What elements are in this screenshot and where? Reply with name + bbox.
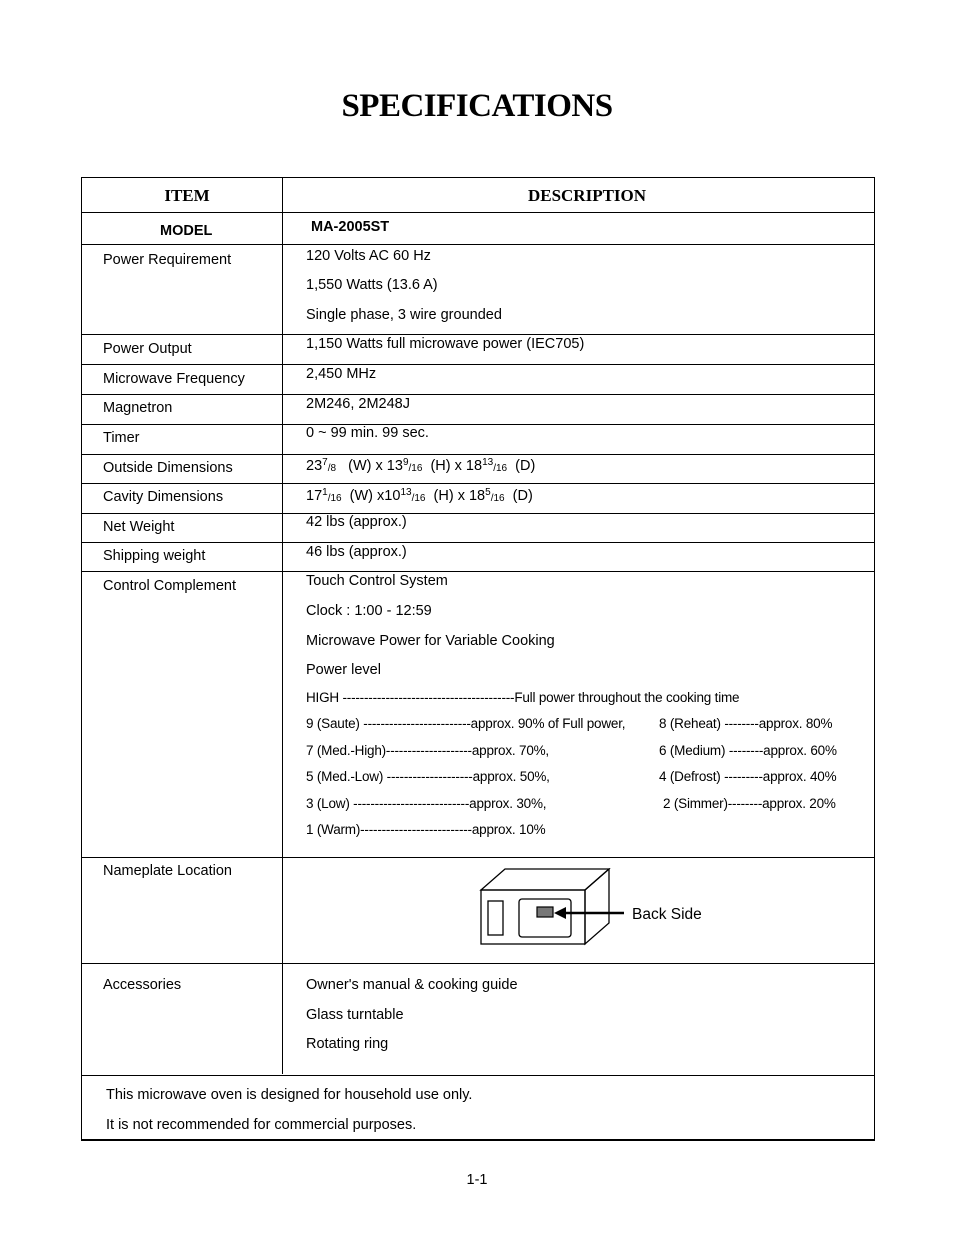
page-title: SPECIFICATIONS bbox=[341, 88, 613, 124]
cavity-dimensions-value: $17^1_{/16}$ (W) $x10^{13}_{/16}$ (H) x $18^5_{/16}$ (D) bbox=[306, 487, 533, 504]
shipping-weight-label: Shipping weight bbox=[103, 548, 206, 564]
microwave-frequency-label: Microwave Frequency bbox=[103, 371, 245, 387]
page-number: 1-1 bbox=[466, 1172, 488, 1188]
power-requirement-line: 1,550 Watts (13.6 A) bbox=[306, 277, 438, 293]
power-level-left: 5 (Med.-Low) --------------------approx. 50%, bbox=[306, 769, 550, 784]
row-divider bbox=[82, 364, 874, 365]
timer-label: Timer bbox=[103, 430, 140, 446]
nameplate-marker bbox=[537, 907, 553, 917]
power-level-right: 8 (Reheat) --------approx. 80% bbox=[659, 716, 833, 731]
power-level-left: 7 (Med.-High)--------------------approx. 70%, bbox=[306, 743, 549, 758]
microwave-top-face bbox=[481, 869, 609, 890]
row-divider bbox=[82, 571, 874, 572]
power-requirement-line: Single phase, 3 wire grounded bbox=[306, 307, 502, 323]
timer-value: 0 ~ 99 min. 99 sec. bbox=[306, 425, 429, 441]
magnetron-label: Magnetron bbox=[103, 400, 173, 416]
column-divider bbox=[282, 178, 283, 1074]
net-weight-label: Net Weight bbox=[103, 519, 175, 535]
model-label: MODEL bbox=[160, 223, 213, 239]
row-divider bbox=[82, 394, 874, 395]
power-level-left: 9 (Saute) -------------------------approx. 90% of Full power, bbox=[306, 716, 626, 731]
row-divider bbox=[82, 212, 874, 213]
control-complement-line: Touch Control System bbox=[306, 573, 448, 589]
cavity-dimensions-label: Cavity Dimensions bbox=[103, 489, 224, 505]
arrow-head-icon bbox=[554, 907, 566, 919]
control-complement-line: Power level bbox=[306, 662, 381, 678]
power-requirement-line: 120 Volts AC 60 Hz bbox=[306, 248, 431, 264]
specifications-table bbox=[81, 177, 875, 1141]
model-value: MA-2005ST bbox=[311, 219, 390, 235]
back-side-label: Back Side bbox=[632, 906, 702, 923]
footer-note: It is not recommended for commercial purposes. bbox=[106, 1117, 417, 1133]
power-level-right: 4 (Defrost) ---------approx. 40% bbox=[659, 769, 837, 784]
row-divider bbox=[82, 1075, 874, 1076]
power-level-high: HIGH ----------------------------------------Full power throughout the cooking time bbox=[306, 690, 740, 705]
accessories-label: Accessories bbox=[103, 977, 182, 993]
shipping-weight-value: 46 lbs (approx.) bbox=[306, 544, 407, 560]
power-level-left: 1 (Warm)--------------------------approx. 10% bbox=[306, 822, 546, 837]
row-divider bbox=[82, 963, 874, 964]
power-output-value: 1,150 Watts full microwave power (IEC705) bbox=[306, 336, 585, 352]
accessory-item: Rotating ring bbox=[306, 1036, 389, 1052]
power-requirement-label: Power Requirement bbox=[103, 252, 232, 268]
microwave-side-face bbox=[585, 869, 609, 944]
row-divider bbox=[82, 513, 874, 514]
row-divider bbox=[82, 857, 874, 858]
control-complement-line: Clock : 1:00 - 12:59 bbox=[306, 603, 432, 619]
net-weight-value: 42 lbs (approx.) bbox=[306, 514, 407, 530]
microwave-window bbox=[519, 899, 571, 937]
power-level-right: 2 (Simmer)--------approx. 20% bbox=[663, 796, 836, 811]
accessory-item: Glass turntable bbox=[306, 1007, 404, 1023]
control-complement-label: Control Complement bbox=[103, 578, 236, 594]
control-complement-line: Microwave Power for Variable Cooking bbox=[306, 633, 555, 649]
header-description: DESCRIPTION bbox=[527, 186, 647, 205]
nameplate-location-label: Nameplate Location bbox=[103, 863, 232, 879]
power-output-label: Power Output bbox=[103, 341, 192, 357]
power-level-right: 6 (Medium) --------approx. 60% bbox=[659, 743, 837, 758]
footer-note: This microwave oven is designed for household use only. bbox=[106, 1087, 473, 1103]
magnetron-value: 2M246, 2M248J bbox=[306, 396, 410, 412]
outside-dimensions-value: $23^7_{/8}$ (W) x $13^9_{/16}$ (H) x $18^{13}_{/16}$ (D) bbox=[306, 457, 536, 474]
row-divider bbox=[82, 244, 874, 245]
row-divider bbox=[82, 542, 874, 543]
power-level-left: 3 (Low) ---------------------------approx. 30%, bbox=[306, 796, 547, 811]
outside-dimensions-label: Outside Dimensions bbox=[103, 460, 233, 476]
microwave-front-face bbox=[481, 890, 585, 944]
header-item: ITEM bbox=[164, 186, 210, 205]
row-divider bbox=[82, 424, 874, 425]
microwave-door-handle bbox=[488, 901, 503, 935]
microwave-frequency-value: 2,450 MHz bbox=[306, 366, 377, 382]
accessory-item: Owner's manual & cooking guide bbox=[306, 977, 518, 993]
microwave-back-diagram bbox=[478, 868, 628, 948]
